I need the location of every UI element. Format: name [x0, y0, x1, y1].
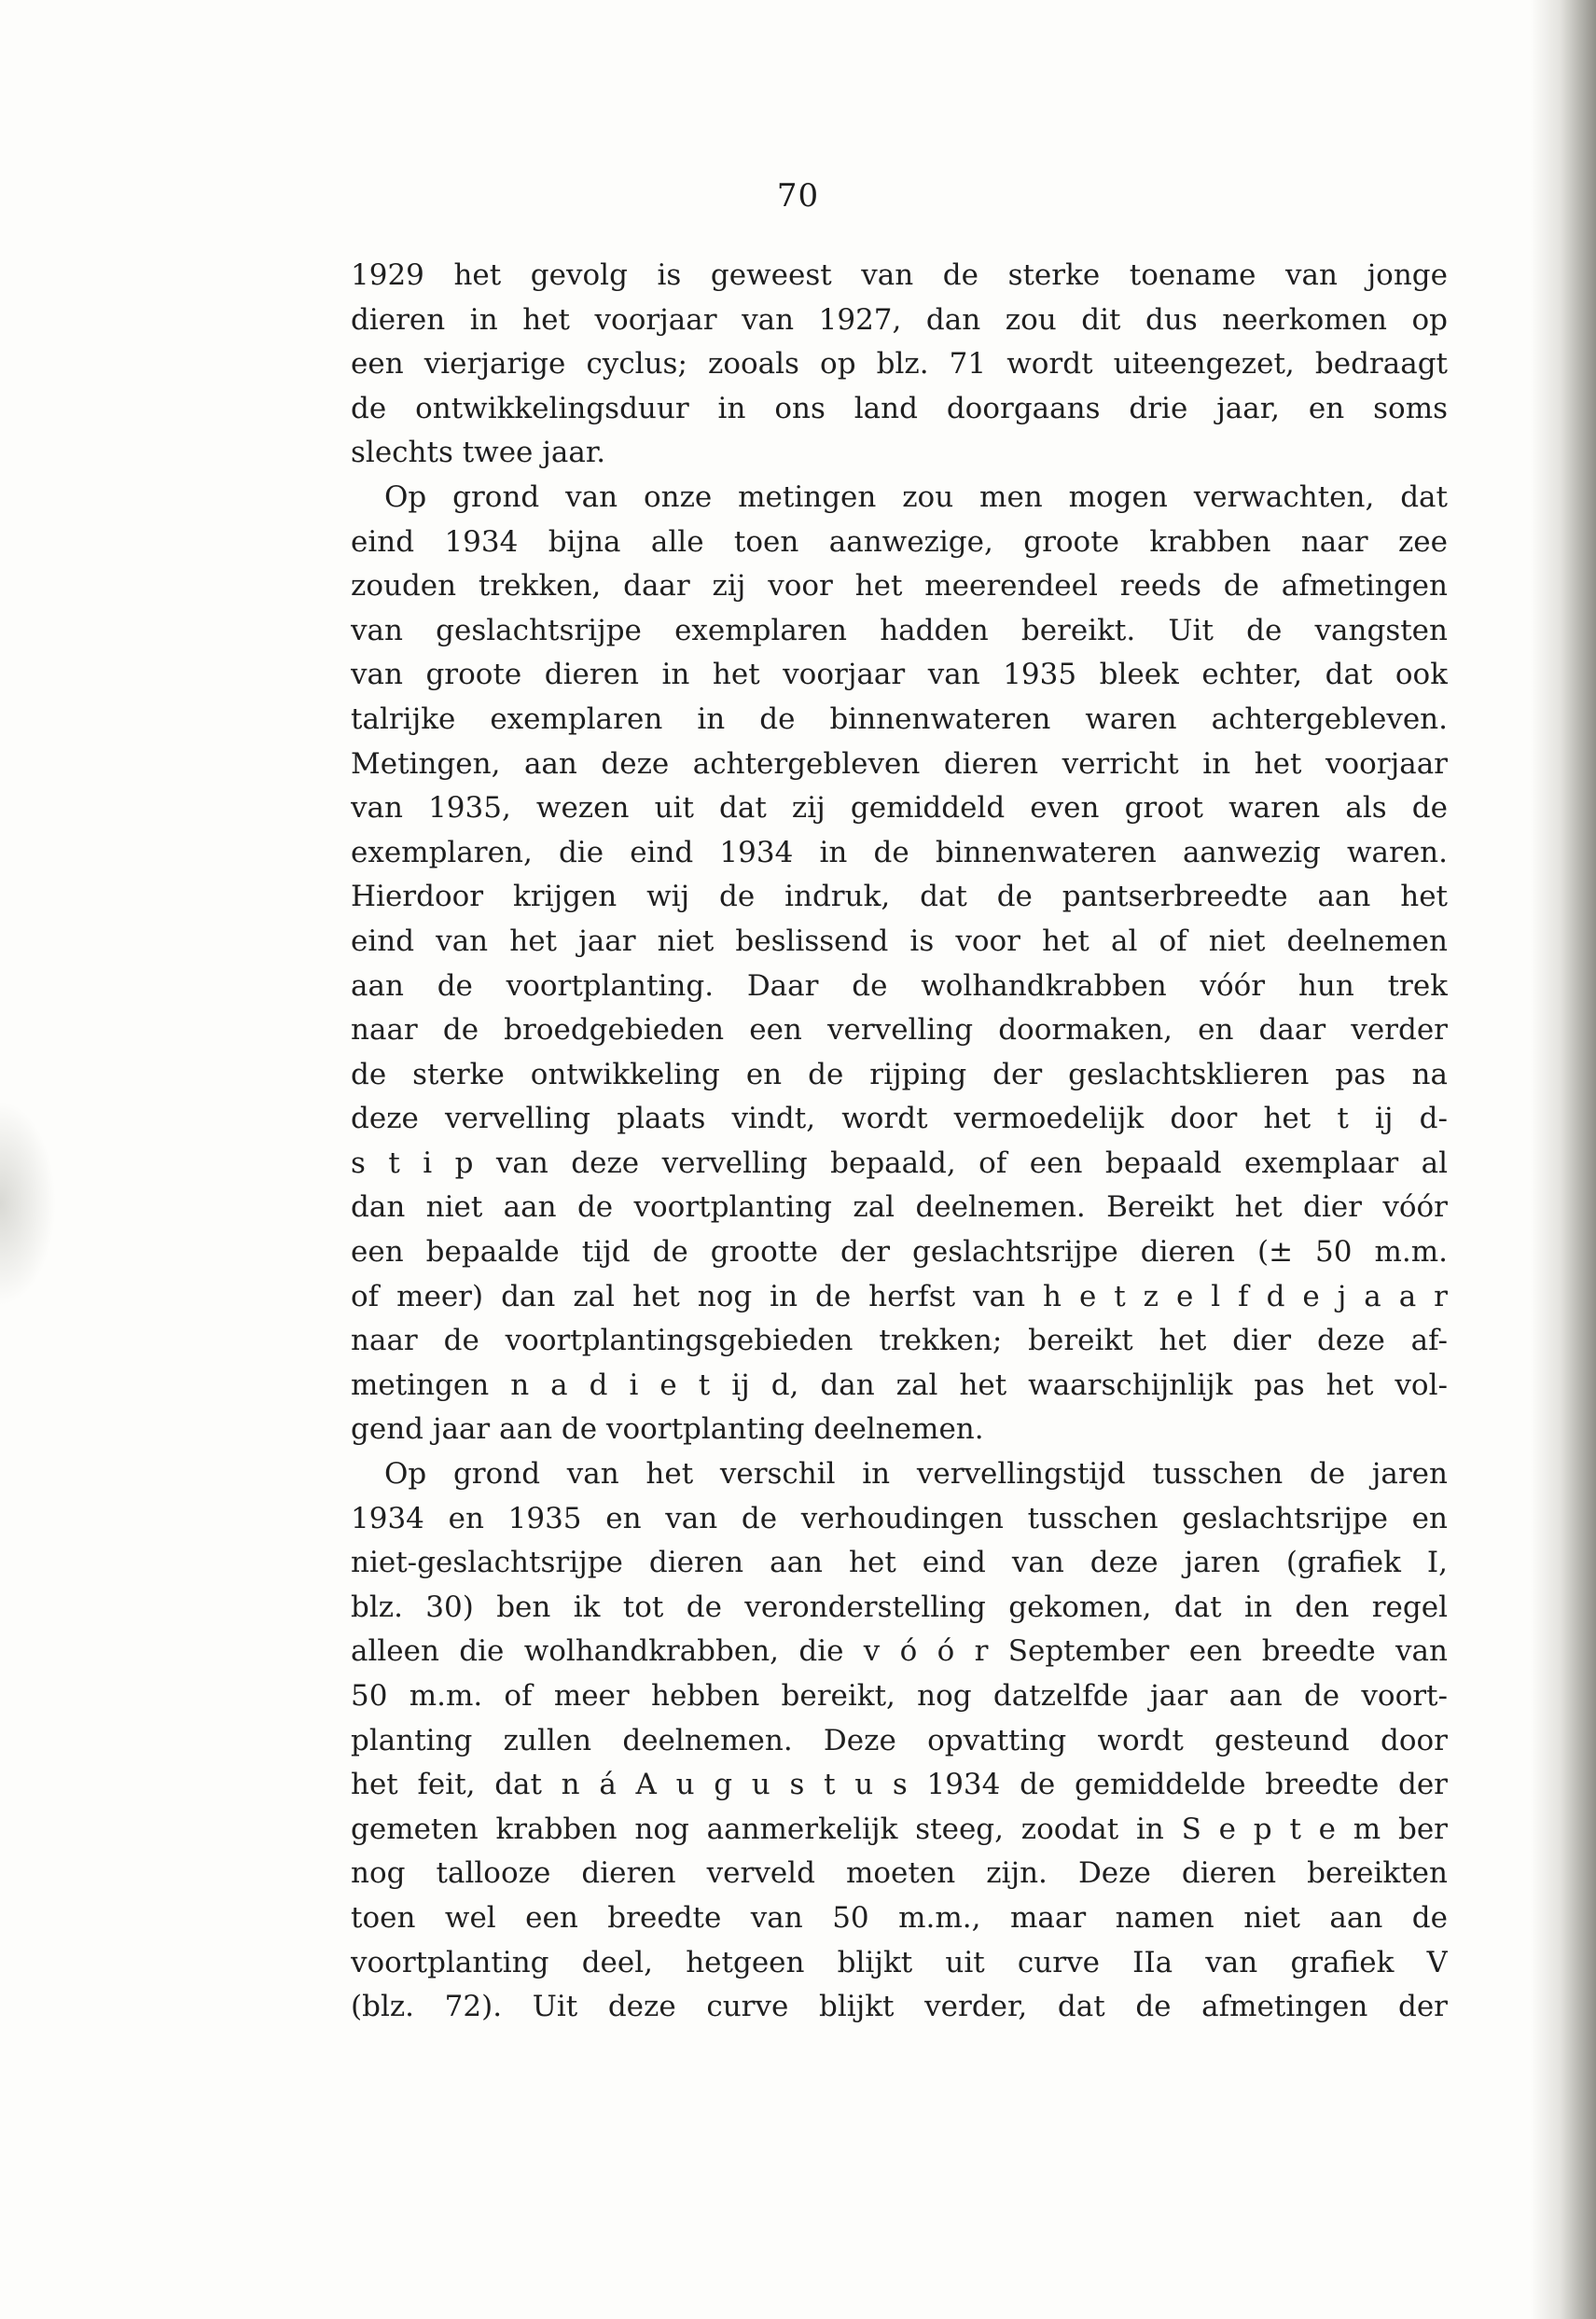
text-line: naar de broedgebieden een vervelling doormaken, en daar verder	[351, 1013, 1448, 1048]
text-line: Metingen, aan deze achtergebleven dieren verricht in het voorjaar	[351, 746, 1448, 781]
text-line: planting zullen deelnemen. Deze opvatting wordt gesteund door	[351, 1723, 1448, 1757]
text-line: Op grond van onze metingen zou men mogen verwachten, dat	[384, 479, 1448, 514]
page-number: 70	[776, 177, 820, 215]
text-line: een bepaalde tijd de grootte der geslachtsrijpe dieren (± 50 m.m.	[351, 1235, 1448, 1270]
text-line: gend jaar aan de voortplanting deelnemen.	[351, 1412, 984, 1447]
text-line: zouden trekken, daar zij voor het meerendeel reeds de afmetingen	[351, 569, 1448, 604]
text-line: dan niet aan de voortplanting zal deelnemen. Bereikt het dier vóór	[351, 1190, 1448, 1225]
text-line: nog tallooze dieren verveld moeten zijn. Deze dieren bereikten	[351, 1856, 1448, 1891]
text-line: (blz. 72). Uit deze curve blijkt verder, dat de afmetingen der	[351, 1990, 1448, 2024]
text-line: slechts twee jaar.	[351, 436, 606, 470]
text-line: 50 m.m. of meer hebben bereikt, nog datzelfde jaar aan de voort-	[351, 1679, 1448, 1713]
text-line: van groote dieren in het voorjaar van 1935 bleek echter, dat ook	[351, 658, 1448, 692]
text-line: of meer) dan zal het nog in de herfst van h e t z e l f d e j a a r	[351, 1279, 1448, 1313]
text-line: eind 1934 bijna alle toen aanwezige, groote krabben naar zee	[351, 524, 1448, 559]
text-line: exemplaren, die eind 1934 in de binnenwateren aanwezig waren.	[351, 835, 1448, 869]
text-line: 1929 het gevolg is geweest van de sterke toename van jonge	[351, 258, 1448, 292]
text-line: naar de voortplantingsgebieden trekken; bereikt het dier deze af-	[351, 1324, 1448, 1358]
body-text	[351, 254, 1448, 2030]
text-line: talrijke exemplaren in de binnenwateren waren achtergebleven.	[351, 701, 1448, 736]
text-line: eind van het jaar niet beslissend is voor het al of niet deelnemen	[351, 923, 1448, 958]
page-edge-shadow	[1531, 0, 1596, 2319]
text-line: toen wel een breedte van 50 m.m., maar namen niet aan de	[351, 1900, 1448, 1935]
text-line: van 1935, wezen uit dat zij gemiddeld even groot waren als de	[351, 791, 1448, 826]
text-line: 1934 en 1935 en van de verhoudingen tusschen geslachtsrijpe en	[351, 1501, 1448, 1535]
text-line: niet-geslachtsrijpe dieren aan het eind van deze jaren (grafiek I,	[351, 1546, 1448, 1580]
text-line: metingen n a d i e t ij d, dan zal het waarschijnlijk pas het vol-	[351, 1368, 1448, 1402]
scan-smudge	[0, 1101, 56, 1306]
text-line: deze vervelling plaats vindt, wordt vermoedelijk door het t ij d-	[351, 1102, 1448, 1136]
text-line: het feit, dat n á A u g u s t u s 1934 de gemiddelde breedte der	[351, 1768, 1448, 1802]
text-line: een vierjarige cyclus; zooals op blz. 71 wordt uiteengezet, bedraagt	[351, 347, 1448, 382]
text-line: aan de voortplanting. Daar de wolhandkrabben vóór hun trek	[351, 968, 1448, 1003]
text-line: Op grond van het verschil in vervellingstijd tusschen de jaren	[384, 1457, 1448, 1492]
text-line: alleen die wolhandkrabben, die v ó ó r September een breedte van	[351, 1634, 1448, 1669]
text-line: de sterke ontwikkeling en de rijping der geslachtsklieren pas na	[351, 1057, 1448, 1091]
text-line: Hierdoor krijgen wij de indruk, dat de pantserbreedte aan het	[351, 880, 1448, 914]
text-line: dieren in het voorjaar van 1927, dan zou dit dus neerkomen op	[351, 302, 1448, 337]
text-line: gemeten krabben nog aanmerkelijk steeg, zoodat in S e p t e m ber	[351, 1812, 1448, 1846]
text-line: voortplanting deel, hetgeen blijkt uit curve IIa van grafiek V	[351, 1945, 1448, 1979]
text-line: blz. 30) ben ik tot de veronderstelling gekomen, dat in den regel	[351, 1590, 1448, 1624]
text-line: de ontwikkelingsduur in ons land doorgaans drie jaar, en soms	[351, 391, 1448, 425]
text-line: s t i p van deze vervelling bepaald, of een bepaald exemplaar al	[351, 1146, 1448, 1180]
text-line: van geslachtsrijpe exemplaren hadden bereikt. Uit de vangsten	[351, 613, 1448, 647]
